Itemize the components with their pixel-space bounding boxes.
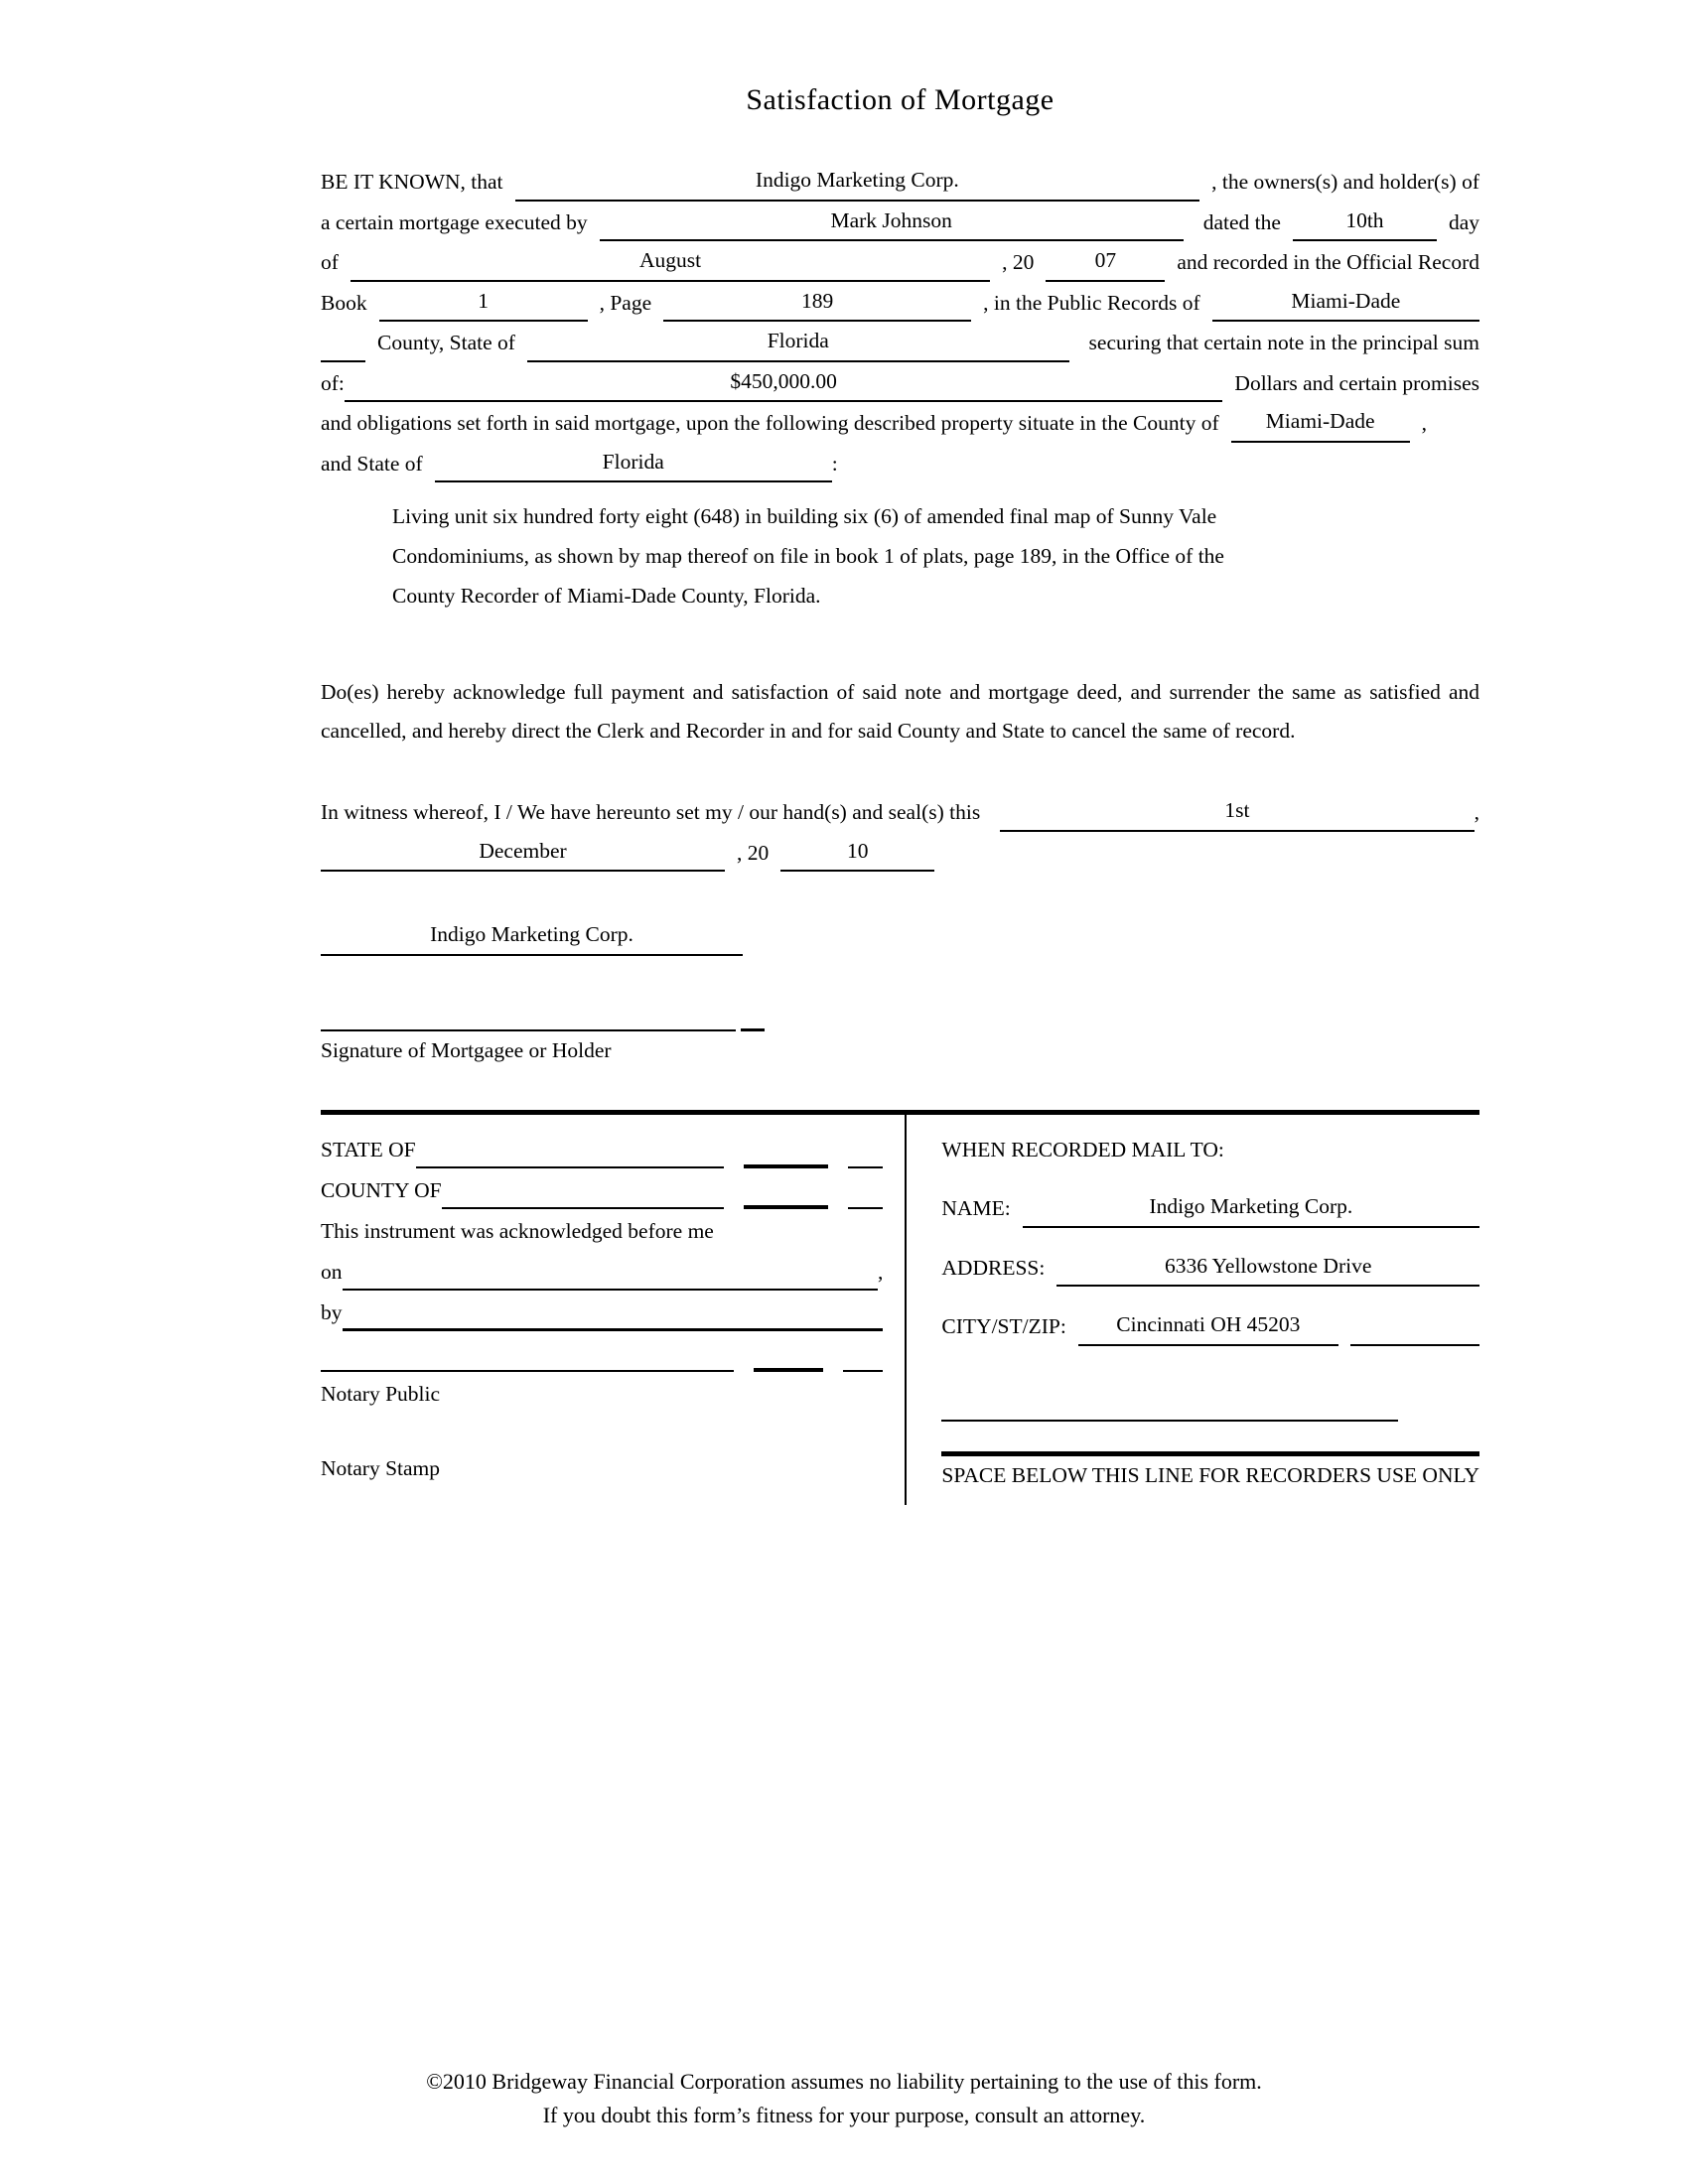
dash-mark bbox=[741, 994, 765, 1031]
intro-line-8 bbox=[321, 443, 1479, 483]
notary-recording-box bbox=[321, 1110, 1479, 1505]
mail-to-section bbox=[905, 1115, 1479, 1505]
on-line bbox=[321, 1253, 883, 1292]
of-colon-label: of: bbox=[321, 370, 345, 395]
dated-label: dated the bbox=[1202, 209, 1281, 234]
notary-section bbox=[321, 1115, 905, 1505]
by-name-blank[interactable] bbox=[343, 1294, 884, 1332]
on-date-blank[interactable] bbox=[343, 1253, 879, 1292]
year-prefix-label: , 20 bbox=[1002, 250, 1035, 274]
mail-name-label: NAME: bbox=[941, 1196, 1011, 1220]
mail-address-line bbox=[941, 1247, 1479, 1288]
signature-name-line bbox=[321, 915, 1479, 956]
county-state-label: County, State of bbox=[377, 331, 515, 354]
signature-label: Signature of Mortgagee or Holder bbox=[321, 1038, 612, 1062]
recorder-note: SPACE BELOW THIS LINE FOR RECORDERS USE ONLY bbox=[941, 1463, 1479, 1487]
witness-label: In witness whereof, I / We have hereunto set my / our hand(s) and seal(s) this bbox=[321, 800, 981, 824]
owners-suffix-label: , the owners(s) and holder(s) of bbox=[1211, 170, 1479, 194]
records-county-blank[interactable]: Miami-Dade bbox=[1212, 282, 1479, 323]
witness-year-prefix: , 20 bbox=[737, 840, 770, 865]
of-label: of bbox=[321, 250, 339, 274]
recorder-blank[interactable] bbox=[941, 1384, 1398, 1423]
mail-cityzip-label: CITY/ST/ZIP: bbox=[941, 1314, 1066, 1338]
form-content bbox=[321, 0, 1479, 1505]
notary-state-blank[interactable] bbox=[416, 1131, 725, 1169]
witness-line-2 bbox=[321, 832, 1479, 873]
acknowledged-label: This instrument was acknowledged before me bbox=[321, 1218, 714, 1243]
property-description bbox=[392, 496, 1479, 615]
witness-year-blank[interactable]: 10 bbox=[780, 832, 934, 873]
day-label: day bbox=[1448, 209, 1479, 234]
page-label: , Page bbox=[599, 290, 652, 315]
mail-cityzip-line bbox=[941, 1305, 1479, 1346]
notary-signature-line bbox=[321, 1334, 883, 1373]
intro-line-6 bbox=[321, 362, 1479, 403]
month-blank[interactable]: August bbox=[351, 241, 990, 282]
dollars-label: Dollars and certain promises bbox=[1234, 370, 1479, 395]
footer-line-1: ©2010 Bridgeway Financial Corporation assumes no liability pertaining to the use of this form. bbox=[426, 2069, 1262, 2094]
state-of-label: STATE OF bbox=[321, 1137, 416, 1161]
property-description-line: Living unit six hundred forty eight (648) in building six (6) of amended final map of Sunny Vale bbox=[392, 504, 1217, 528]
intro-line-4 bbox=[321, 282, 1479, 323]
mail-to-header-line bbox=[941, 1131, 1479, 1169]
notary-public-line bbox=[321, 1375, 883, 1414]
county-seg2-blank[interactable] bbox=[848, 1171, 883, 1210]
state-blank[interactable]: Florida bbox=[527, 322, 1069, 362]
by-label: by bbox=[321, 1299, 343, 1324]
property-description-line: Condominiums, as shown by map thereof on file in book 1 of plats, page 189, in the Office of the bbox=[392, 544, 1224, 568]
obligations-label: and obligations set forth in said mortgage, upon the following described property situate in the County of bbox=[321, 411, 1219, 435]
county-of-line bbox=[321, 1171, 883, 1210]
intro-line-3 bbox=[321, 241, 1479, 282]
public-records-label: , in the Public Records of bbox=[983, 290, 1200, 315]
notary-stamp-label: Notary Stamp bbox=[321, 1456, 441, 1480]
property-county-blank[interactable]: Miami-Dade bbox=[1231, 402, 1410, 443]
notary-seg-blank[interactable] bbox=[754, 1334, 823, 1373]
notary-county-blank[interactable] bbox=[442, 1171, 725, 1210]
recorded-label: and recorded in the Official Record bbox=[1177, 250, 1479, 274]
state-seg2-blank[interactable] bbox=[848, 1131, 883, 1169]
county-wrap-blank[interactable] bbox=[321, 324, 365, 362]
known-label: BE IT KNOWN, that bbox=[321, 170, 503, 194]
mail-name-line bbox=[941, 1187, 1479, 1228]
signature-label-line bbox=[321, 1031, 1479, 1070]
on-comma: , bbox=[878, 1259, 884, 1284]
intro-line-7 bbox=[321, 402, 1479, 443]
book-label: Book bbox=[321, 290, 367, 315]
county-of-label: COUNTY OF bbox=[321, 1177, 442, 1202]
notary-seg2-blank[interactable] bbox=[843, 1334, 883, 1373]
page-blank[interactable]: 189 bbox=[663, 282, 971, 323]
mortgagor-name-blank[interactable]: Mark Johnson bbox=[600, 202, 1184, 242]
notary-public-label: Notary Public bbox=[321, 1381, 441, 1406]
on-label: on bbox=[321, 1259, 343, 1284]
signature-line bbox=[321, 994, 1479, 1032]
owner-name-blank[interactable]: Indigo Marketing Corp. bbox=[515, 161, 1200, 202]
state-seg-blank[interactable] bbox=[744, 1131, 828, 1169]
by-line bbox=[321, 1294, 883, 1332]
and-state-label: and State of bbox=[321, 451, 423, 476]
mail-name-blank[interactable]: Indigo Marketing Corp. bbox=[1023, 1187, 1479, 1228]
mail-address-blank[interactable]: 6336 Yellowstone Drive bbox=[1056, 1247, 1479, 1288]
signer-name-blank[interactable]: Indigo Marketing Corp. bbox=[321, 915, 743, 956]
witness-day-blank[interactable]: 1st bbox=[1000, 791, 1474, 832]
intro-line-1 bbox=[321, 161, 1479, 202]
state-of-line bbox=[321, 1131, 883, 1169]
intro-line-5 bbox=[321, 322, 1479, 362]
colon-mark: : bbox=[831, 451, 838, 476]
securing-label: securing that certain note in the principal sum bbox=[1088, 331, 1479, 354]
recorder-note-line bbox=[941, 1456, 1479, 1495]
witness-line-1 bbox=[321, 791, 1479, 832]
signature-blank[interactable] bbox=[321, 994, 736, 1032]
mail-cityzip-blank-2[interactable] bbox=[1350, 1307, 1479, 1346]
page-title: Satisfaction of Mortgage bbox=[746, 83, 1055, 116]
mail-cityzip-blank[interactable]: Cincinnati OH 45203 bbox=[1078, 1305, 1338, 1346]
witness-month-blank[interactable]: December bbox=[321, 832, 725, 873]
footer bbox=[0, 2065, 1688, 2132]
intro-line-2 bbox=[321, 202, 1479, 242]
footer-line-2: If you doubt this form’s fitness for your purpose, consult an attorney. bbox=[542, 2103, 1146, 2127]
acknowledged-line bbox=[321, 1212, 883, 1251]
comma-mark: , bbox=[1421, 411, 1427, 435]
year-blank[interactable]: 07 bbox=[1046, 241, 1165, 282]
mail-address-label: ADDRESS: bbox=[941, 1255, 1046, 1280]
notary-stamp-line bbox=[321, 1449, 883, 1488]
county-seg-blank[interactable] bbox=[744, 1171, 828, 1210]
notary-signature-blank[interactable] bbox=[321, 1334, 734, 1373]
property-description-line: County Recorder of Miami-Dade County, Florida. bbox=[392, 584, 821, 608]
dated-day-blank[interactable]: 10th bbox=[1293, 202, 1437, 242]
executed-label: a certain mortgage executed by bbox=[321, 209, 588, 234]
recorder-empty-line bbox=[941, 1384, 1479, 1423]
amount-blank[interactable]: $450,000.00 bbox=[345, 362, 1223, 403]
witness-comma: , bbox=[1474, 800, 1479, 824]
book-blank[interactable]: 1 bbox=[379, 282, 588, 323]
acknowledgment-paragraph: Do(es) hereby acknowledge full payment and satisfaction of said note and mortgage deed, and surrender the same as satisfied and cancelled, and hereby direct the Clerk and Recorder in and for said County and State to cancel the same of record. bbox=[321, 680, 1479, 743]
property-state-blank[interactable]: Florida bbox=[435, 443, 832, 483]
mail-to-header: WHEN RECORDED MAIL TO: bbox=[941, 1137, 1224, 1161]
